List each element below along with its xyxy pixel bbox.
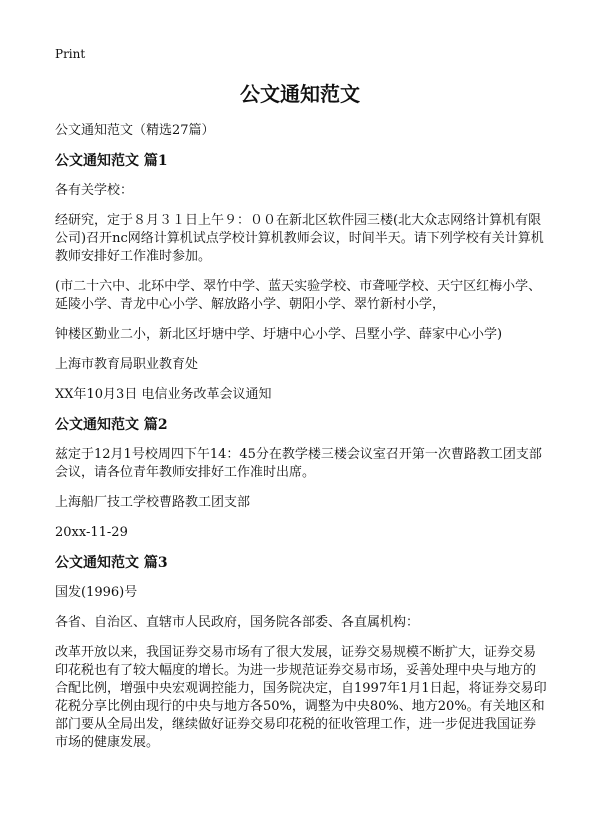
paragraph: 上海船厂技工学校曹路教工团支部 — [55, 495, 251, 510]
section-heading-3: 公文通知范文 篇3 — [55, 555, 168, 571]
paragraph: XX年10月3日 电信业务改革会议通知 — [55, 387, 272, 402]
section-heading-2: 公文通知范文 篇2 — [55, 417, 168, 433]
document-body — [55, 122, 547, 764]
print-label: Print — [55, 47, 86, 61]
paragraph: 兹定于12月1号校周四下午14：45分在教学楼三楼会议室召开第一次曹路教工团支部会议，请各位青年教师安排好工作准时出席。 — [55, 447, 542, 480]
paragraph: 各有关学校： — [55, 183, 134, 198]
paragraph: 国发(1996)号 — [55, 585, 138, 600]
paragraph: 上海市教育局职业教育处 — [55, 357, 199, 372]
document-title: 公文通知范文 — [240, 82, 360, 106]
section-heading-1: 公文通知范文 篇1 — [55, 153, 168, 169]
paragraph: 各省、自治区、直辖市人民政府，国务院各部委、各直属机构： — [55, 615, 420, 630]
intro-line: 公文通知范文（精选27篇） — [55, 123, 215, 138]
paragraph: 改革开放以来，我国证券交易市场有了很大发展，证券交易规模不断扩大，证券交易印花税也有了较大幅度的增长。为进一步规范证券交易市场，妥善处理中央与地方的合配比例，增强中央宏观调控能力，国务院决定，自1997年1月1日起，将证券交易印花税分享比例由现行的中央与地方各50%，调整为中央80%、地方20%。有关地区和部门要从全局出发，继续做好证券交易印花税的征收管理工作，进一步促进我国证券市场的健康发展。 — [55, 645, 547, 750]
paragraph: 钟楼区勤业二小，新北区圩塘中学、圩塘中心小学、吕墅小学、薛家中心小学) — [55, 327, 503, 342]
paragraph: (市二十六中、北环中学、翠竹中学、蓝天实验学校、市聋哑学校、天宁区红梅小学、延陵小学、青龙中心小学、解放路小学、朝阳小学、翠竹新村小学， — [55, 279, 542, 312]
paragraph: 20xx-11-29 — [55, 525, 128, 540]
paragraph: 经研究，定于８月３１日上午９：００在新北区软件园三楼(北大众志网络计算机有限公司)召开nc网络计算机试点学校计算机教师会议，时间半天。请下列学校有关计算机教师安排好工作准时参加。 — [55, 213, 544, 264]
